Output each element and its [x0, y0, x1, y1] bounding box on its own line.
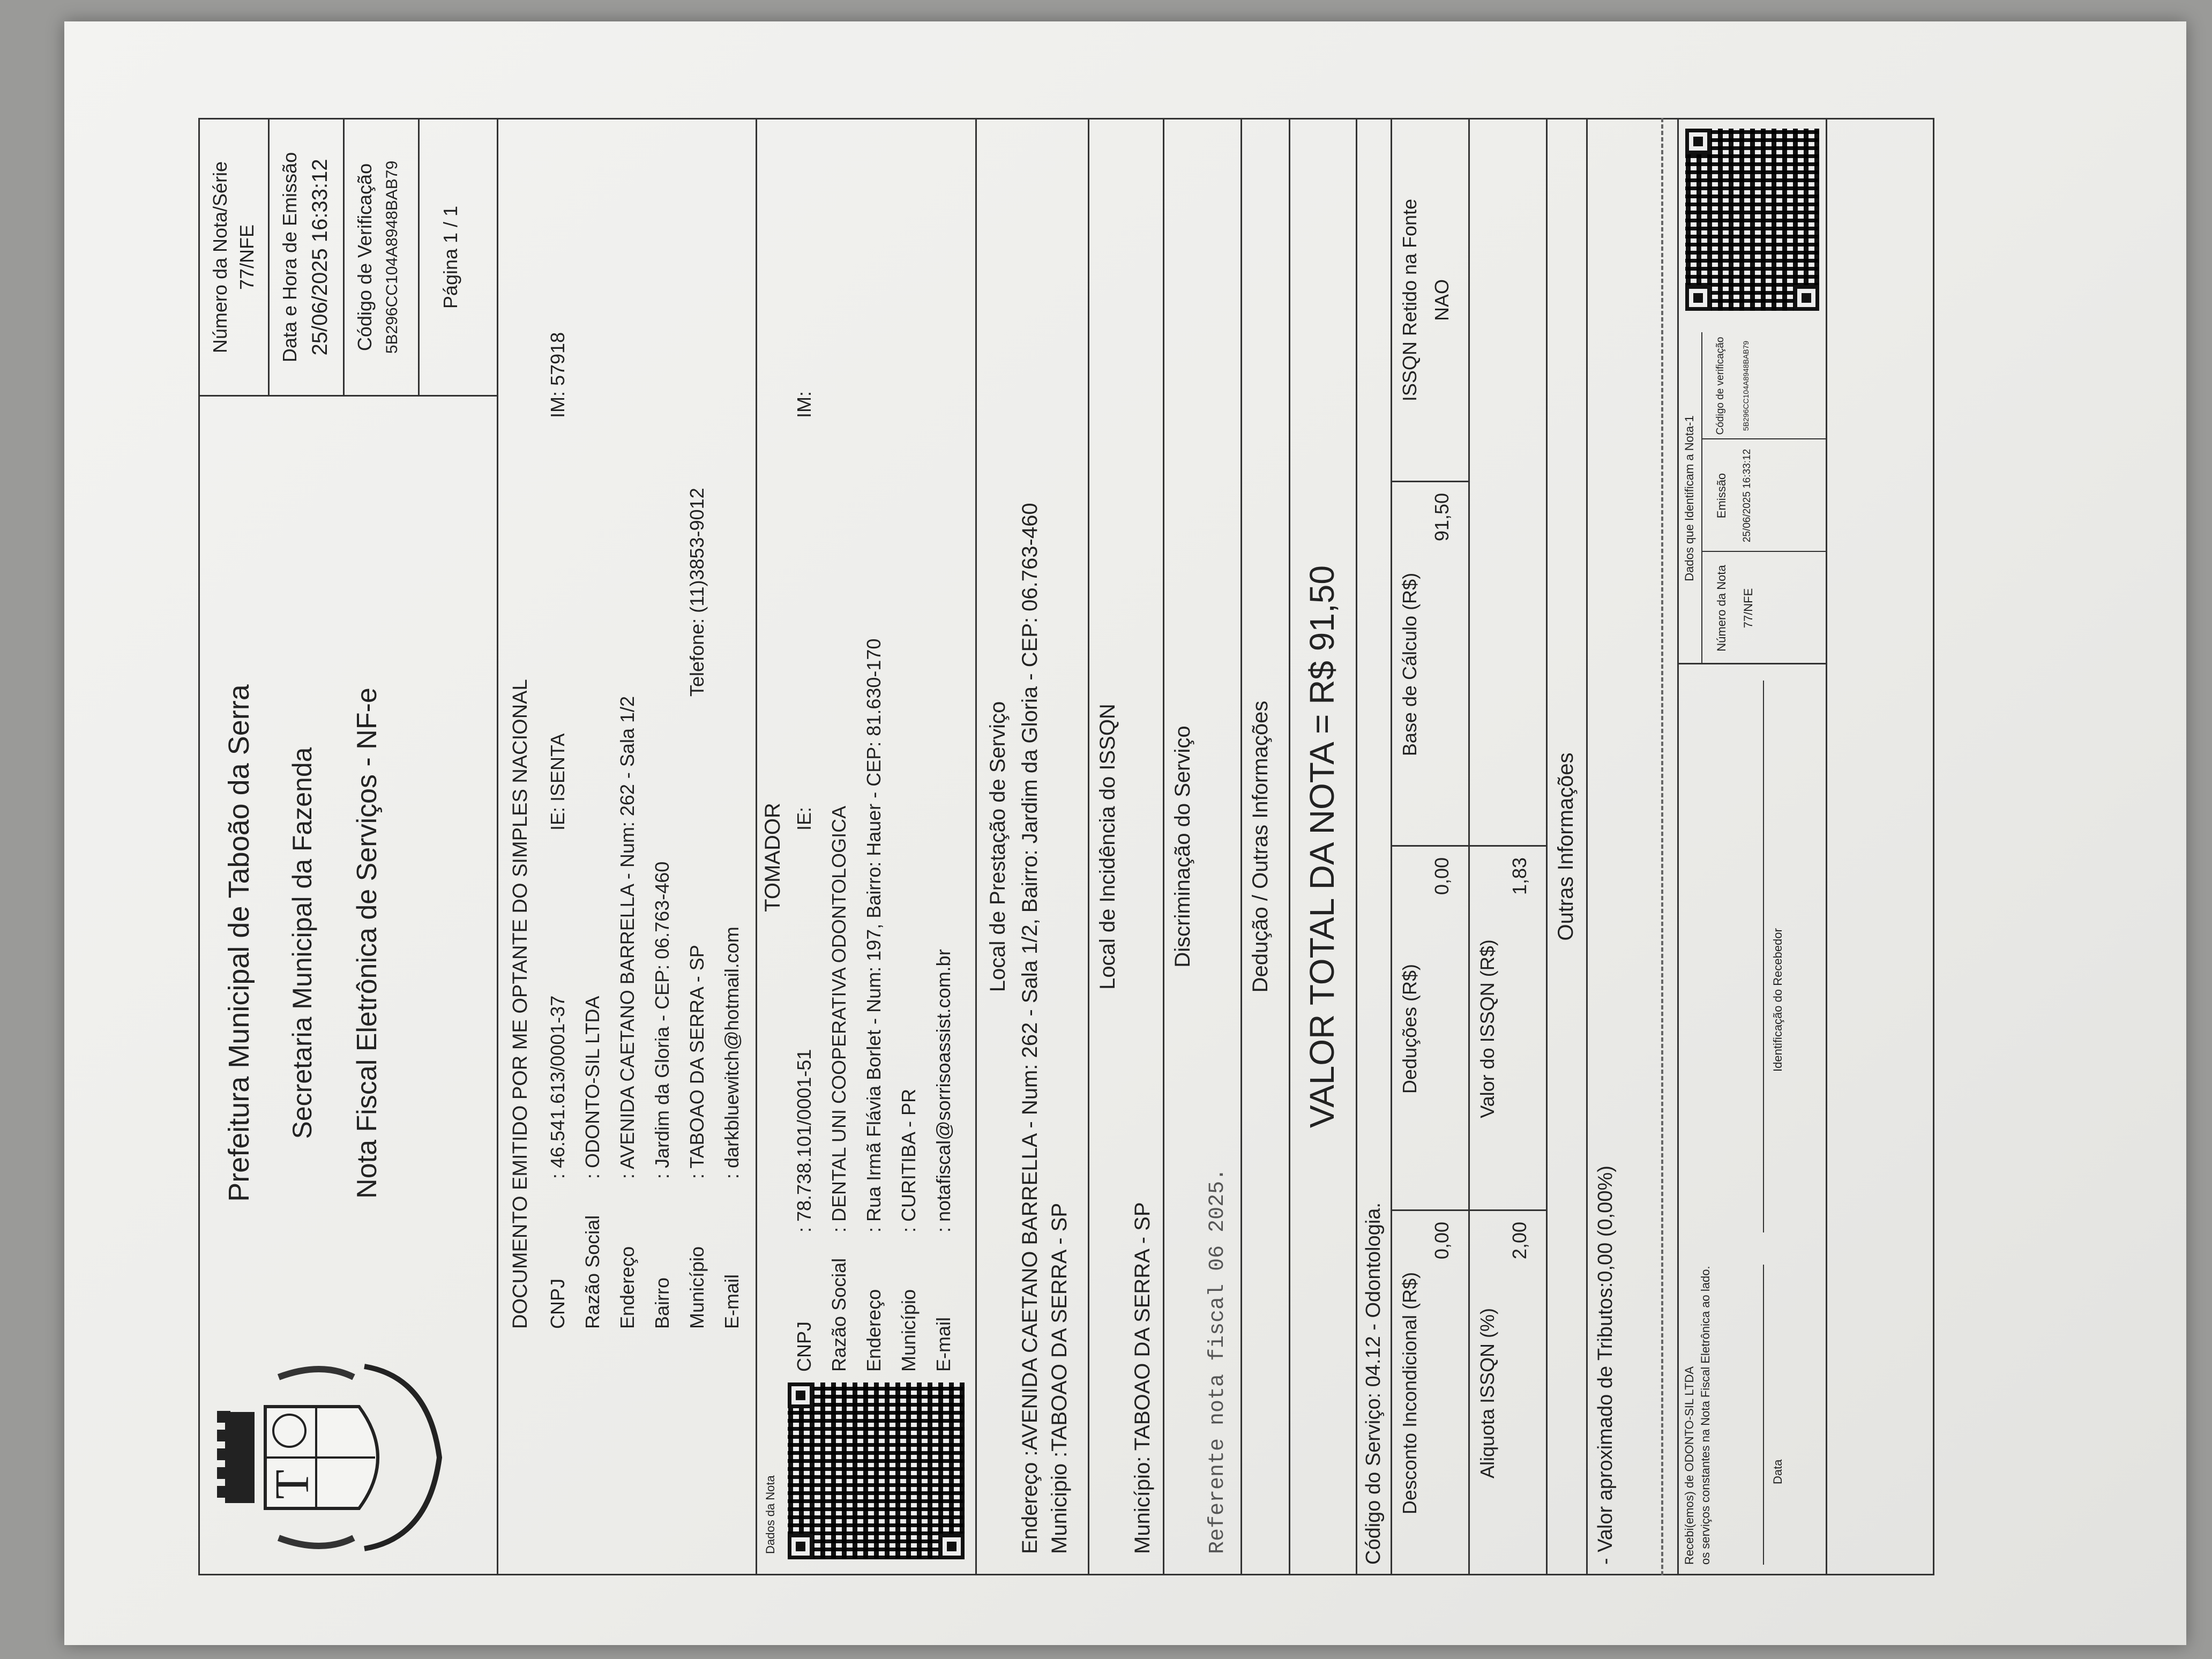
info-line-2	[343, 118, 345, 397]
issqn-retido-value: NAO	[1431, 279, 1453, 322]
tomador-razao-label: Razão Social	[828, 1258, 850, 1372]
recibo-emissao-label: Emissão	[1715, 473, 1728, 519]
local-incidencia-municipio: Município: TABOAO DA SERRA - SP	[1131, 1202, 1154, 1554]
recibo-data-label: Data	[1771, 1459, 1784, 1484]
numero-value: 77/NFE	[236, 224, 258, 290]
codigo-verificacao-label: Código de Verificação	[354, 163, 376, 352]
prestador-cnpj-label: CNPJ	[547, 1278, 569, 1329]
prestador-email-value: : darkbluewitch@hotmail.com	[721, 926, 743, 1179]
tributos-divider	[1586, 118, 1588, 1575]
recibo-recebemos: Recebi(emos) de ODONTO-SIL LTDA	[1683, 1366, 1696, 1565]
secretaria-title: Secretaria Municipal da Fazenda	[287, 747, 317, 1139]
tomador-cnpj-value: : 78.738.101/0001-51	[793, 1049, 815, 1232]
recibo-servicos: os serviços constantes na Nota Fiscal Eletrônica ao lado.	[1699, 1266, 1712, 1565]
local-prestacao-endereco: Endereço :AVENIDA CAETANO BARRELLA - Num: 262 - Sala 1/2, Bairro: Jardim da Gloria - CEP: 06.763-460	[1018, 503, 1042, 1554]
recibo-dados-line	[1701, 332, 1702, 664]
valor-total: VALOR TOTAL DA NOTA = R$ 91,50	[1303, 565, 1341, 1128]
prestador-bairro-value: : Jardim da Gloria - CEP: 06.763-460	[651, 861, 673, 1179]
prestador-municipio-label: Município	[686, 1246, 708, 1329]
prefeitura-title: Prefeitura Municipal de Taboão da Serra	[223, 684, 255, 1202]
tributos-text: - Valor aproximado de Tributos:0,00 (0,00%)	[1594, 1165, 1617, 1565]
base-calculo-value: 91,50	[1431, 493, 1453, 542]
aliquota-label: Aliquota ISSQN (%)	[1476, 1307, 1498, 1479]
tomador-title: TOMADOR	[761, 803, 784, 912]
prestador-municipio-value: : TABOAO DA SERRA - SP	[686, 945, 708, 1179]
desconto-label: Desconto Incondicional (R$)	[1399, 1272, 1421, 1515]
deducao-title: Dedução / Outras Informações	[1249, 700, 1272, 993]
tomador-endereco-label: Endereço	[863, 1289, 885, 1372]
data-emissao-value: 25/06/2025 16:33:12	[308, 159, 332, 356]
tomador-municipio-label: Município	[898, 1289, 920, 1372]
codigo-servico: Código do Serviço: 04.12 - Odontologia.	[1362, 1202, 1385, 1565]
tomador-endereco-value: : Rua Irmã Flávia Borlet - Num: 197, Bairro: Hauer - CEP: 81.630-170	[863, 638, 885, 1232]
tomador-razao-value: : DENTAL UNI COOPERATIVA ODONTOLOGICA	[828, 805, 850, 1232]
prestador-razao-value: : ODONTO-SIL LTDA	[581, 996, 603, 1179]
dados-da-nota-label: Dados da Nota	[764, 1475, 777, 1554]
recibo-codigo-value: 5B296CC104A8948BAB79	[1742, 340, 1750, 431]
recibo-numero-label: Número da Nota	[1715, 565, 1728, 652]
discriminacao-text: Referente nota fiscal 06 2025.	[1206, 1168, 1230, 1554]
prestador-cnpj-value: : 46.541.613/0001-37	[547, 995, 569, 1179]
valor-issqn-value: 1,83	[1508, 857, 1530, 895]
recibo-identificacao-label: Identificação do Recebedor	[1771, 928, 1784, 1072]
local-incidencia-title: Local de Incidência do ISSQN	[1096, 704, 1119, 990]
local-prestacao-municipio: Municipio :TABOAO DA SERRA - SP	[1048, 1202, 1071, 1554]
data-emissao-label: Data e Hora de Emissão	[279, 152, 301, 363]
servico-table-mid	[1468, 118, 1470, 1575]
prestador-bairro-label: Bairro	[651, 1277, 673, 1329]
prestador-razao-label: Razão Social	[581, 1215, 603, 1329]
servico-table-bottom	[1546, 118, 1548, 1575]
prestador-ie: IE: ISENTA	[547, 733, 569, 831]
cut-line	[1661, 118, 1663, 1575]
coat-of-arms-logo	[214, 1356, 450, 1559]
prestador-endereco-value: : AVENIDA CAETANO BARRELLA - Num: 262 - Sala 1/2	[616, 696, 638, 1179]
local-prestacao-title: Local de Prestação de Serviço	[986, 701, 1010, 992]
recibo-emissao-value: 25/06/2025 16:33:12	[1742, 449, 1753, 543]
svg-text:T: T	[266, 1469, 319, 1499]
deducoes-value: 0,00	[1431, 857, 1453, 895]
recibo-identificacao-line	[1763, 681, 1764, 1232]
tomador-cnpj-label: CNPJ	[793, 1321, 815, 1372]
tomador-municipio-value: : CURITIBA - PR	[898, 1088, 920, 1232]
outras-informacoes-title: Outras Informações	[1554, 752, 1578, 941]
recibo-numero-value: 77/NFE	[1742, 588, 1755, 629]
local-incidencia-divider	[1088, 118, 1089, 1575]
issqn-retido-label: ISSQN Retido na Fonte	[1399, 198, 1421, 402]
prestador-telefone: Telefone: (11)3853-9012	[686, 488, 708, 697]
prestador-endereco-label: Endereço	[616, 1246, 638, 1329]
info-line-1	[268, 118, 270, 397]
valor-issqn-label: Valor do ISSQN (R$)	[1476, 939, 1498, 1118]
deducoes-label: Deduções (R$)	[1399, 963, 1421, 1094]
tomador-im: IM:	[793, 391, 815, 418]
aliquota-value: 2,00	[1508, 1222, 1530, 1260]
base-calculo-label: Base de Cálculo (R$)	[1399, 572, 1421, 757]
local-prestacao-divider	[975, 118, 977, 1575]
deducao-divider	[1240, 118, 1242, 1575]
documento-emitido-text: DOCUMENTO EMITIDO POR ME OPTANTE DO SIMPLES NACIONAL	[509, 679, 532, 1329]
tomador-divider	[756, 118, 757, 1575]
prestador-im: IM: 57918	[547, 332, 569, 418]
discriminacao-divider	[1163, 118, 1164, 1575]
qr-code-dados-nota	[788, 1382, 965, 1559]
valor-total-divider	[1289, 118, 1290, 1575]
recibo-data-line	[1763, 1265, 1764, 1565]
info-line-3	[418, 118, 420, 397]
servico-divider	[1356, 118, 1357, 1575]
tomador-ie: IE:	[793, 806, 815, 831]
nfe-document	[177, 54, 2138, 1608]
codigo-verificacao-value: 5B296CC104A8948BAB79	[383, 160, 401, 354]
qr-code-recibo	[1685, 129, 1819, 311]
numero-label: Número da Nota/Série	[209, 161, 231, 354]
desconto-value: 0,00	[1431, 1222, 1453, 1260]
tomador-email-label: E-mail	[932, 1317, 954, 1372]
discriminacao-title: Discriminação do Serviço	[1171, 726, 1194, 968]
servico-table-top	[1391, 118, 1392, 1575]
pagina-indicator: Página 1 / 1	[439, 205, 461, 309]
recibo-dados-label: Dados que Identificam a Nota-1	[1683, 415, 1696, 581]
tomador-email-value: : notafiscal@sorrisoassist.com.br	[932, 949, 954, 1232]
nfe-title: Nota Fiscal Eletrônica de Serviços - NF-e	[352, 687, 383, 1199]
recibo-codigo-label: Código de verificação	[1715, 337, 1726, 435]
prestador-email-label: E-mail	[721, 1274, 743, 1329]
